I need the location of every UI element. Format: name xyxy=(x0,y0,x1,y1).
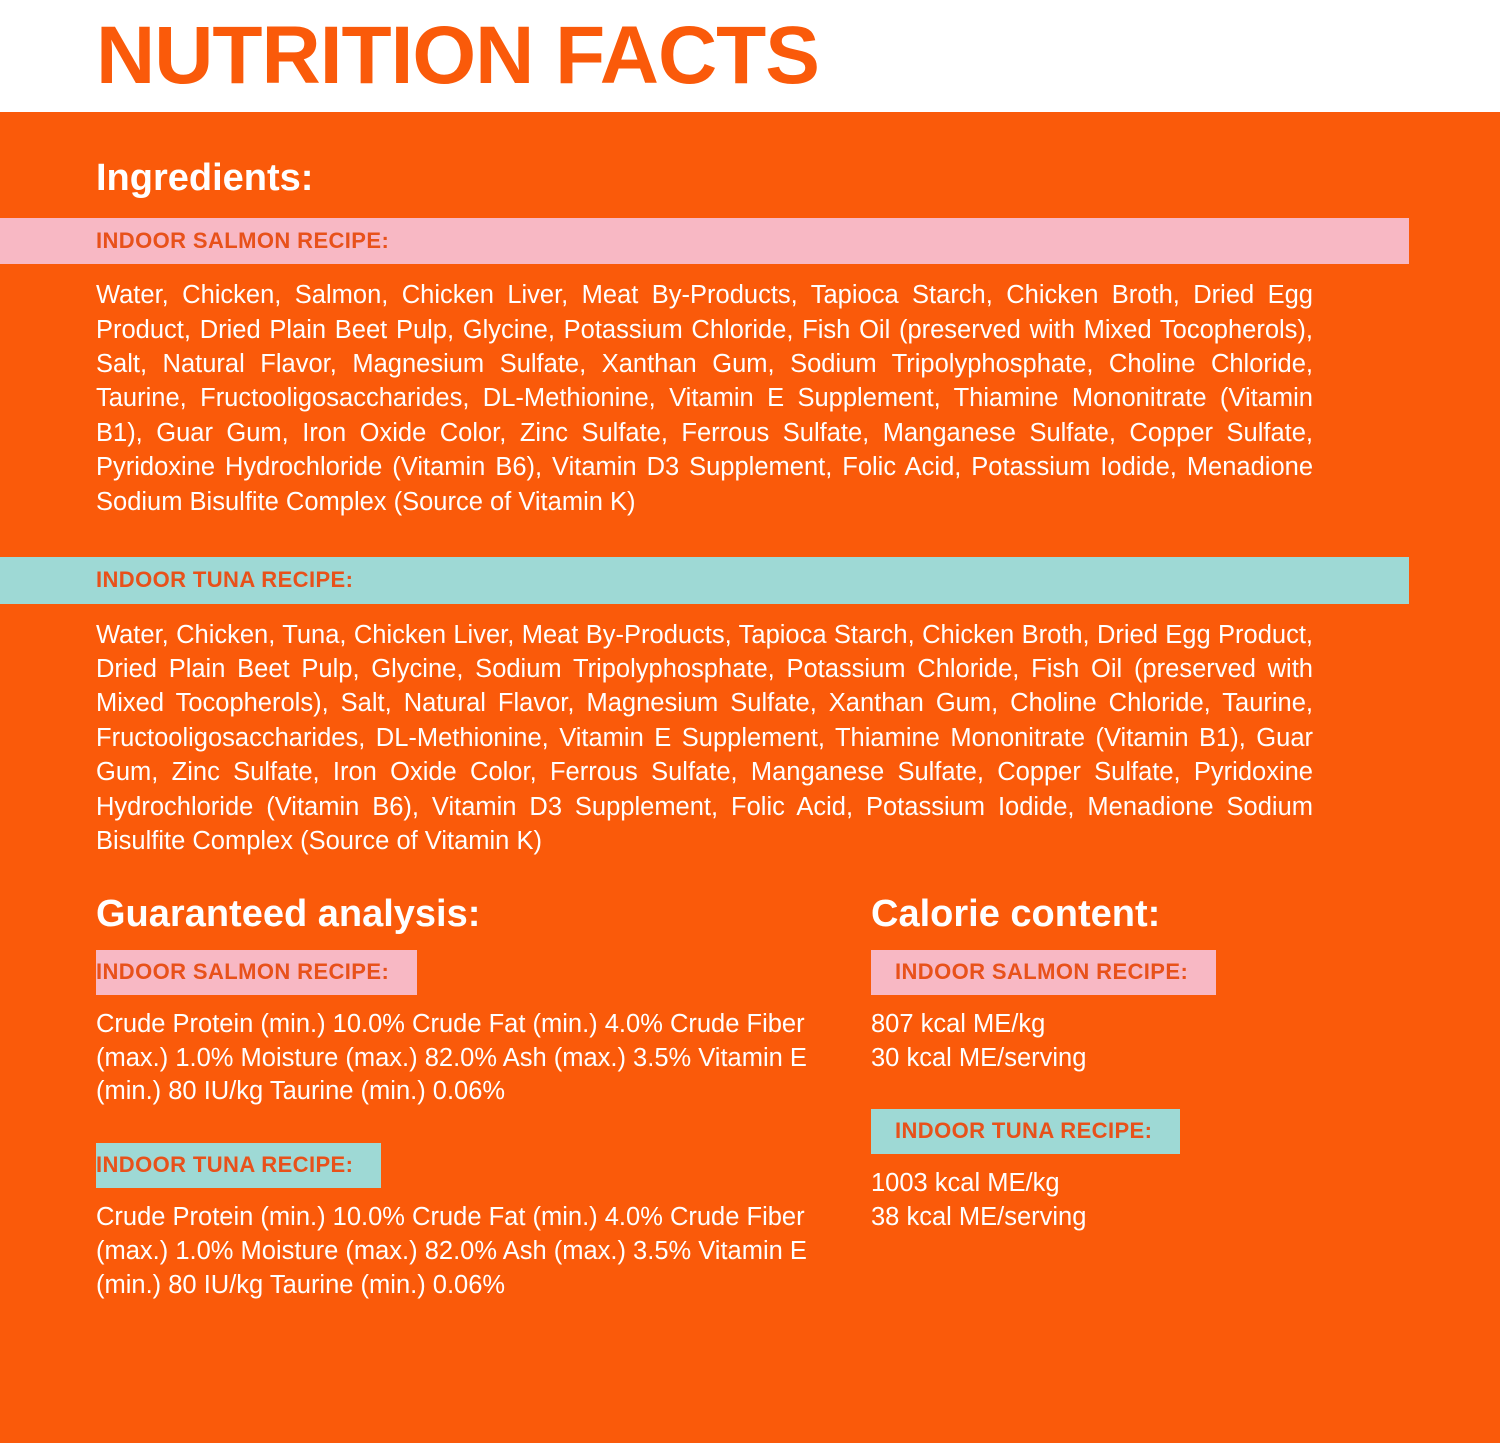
analysis-salmon-text: Crude Protein (min.) 10.0% Crude Fat (min.) 4.0% Crude Fiber (max.) 1.0% Moisture (max.) 82.0% Ash (max.) 3.5% Vitamin E (min.) 80 IU/kg Taurine (min.) 0.06% xyxy=(96,1009,807,1106)
guaranteed-analysis-heading: Guaranteed analysis: xyxy=(96,893,481,936)
calorie-tuna-text xyxy=(871,1154,1431,1235)
analysis-tuna-text: Crude Protein (min.) 10.0% Crude Fat (min.) 4.0% Crude Fiber (max.) 1.0% Moisture (max.) 82.0% Ash (max.) 3.5% Vitamin E (min.) 80 IU/kg Taurine (min.) 0.06% xyxy=(96,1202,807,1299)
analysis-salmon-band: INDOOR SALMON RECIPE: xyxy=(96,950,417,994)
calorie-tuna-band: INDOOR TUNA RECIPE: xyxy=(871,1109,1180,1153)
ingredients-tuna-text: Water, Chicken, Tuna, Chicken Liver, Meat By-Products, Tapioca Starch, Chicken Broth, Dried Egg Product, Dried Plain Beet Pulp, Glycine, Sodium Tripolyphosphate, Potassium Chloride, Fish Oil (preserved with Mixed Tocopherols), Salt, Natural Flavor, Magnesium Sulfate, Xanthan Gum, Choline Chloride, Taurine, Fructooligosaccharides, DL-Methionine, Vitamin E Supplement, Thiamine Mononitrate (Vitamin B1), Guar Gum, Zinc Sulfate, Iron Oxide Color, Ferrous Sulfate, Manganese Sulfate, Copper Sulfate, Pyridoxine Hydrochloride (Vitamin B6), Vitamin D3 Supplement, Folic Acid, Potassium Iodide, Menadione Sodium Bisulfite Complex (Source of Vitamin K) xyxy=(96,620,1313,856)
title-bar xyxy=(0,0,1500,112)
calorie-content-column xyxy=(871,894,1431,1302)
ingredients-tuna-band: INDOOR TUNA RECIPE: xyxy=(0,557,1409,603)
analysis-tuna-band: INDOOR TUNA RECIPE: xyxy=(96,1143,381,1187)
ingredients-heading: Ingredients: xyxy=(96,157,314,199)
calorie-tuna-kcal-serving: 38 kcal ME/serving xyxy=(871,1202,1087,1231)
calorie-content-heading: Calorie content: xyxy=(871,893,1161,936)
content-panel xyxy=(0,112,1500,1443)
ingredients-salmon-text: Water, Chicken, Salmon, Chicken Liver, Meat By-Products, Tapioca Starch, Chicken Broth, Dried Egg Product, Dried Plain Beet Pulp, Glycine, Potassium Chloride, Fish Oil (preserved with Mixed Tocopherols), Salt, Natural Flavor, Magnesium Sulfate, Xanthan Gum, Sodium Tripolyphosphate, Choline Chloride, Taurine, Fructooligosaccharides, DL-Methionine, Vitamin E Supplement, Thiamine Mononitrate (Vitamin B1), Guar Gum, Iron Oxide Color, Zinc Sulfate, Ferrous Sulfate, Manganese Sulfate, Copper Sulfate, Pyridoxine Hydrochloride (Vitamin B6), Vitamin D3 Supplement, Folic Acid, Potassium Iodide, Menadione Sodium Bisulfite Complex (Source of Vitamin K) xyxy=(96,281,1313,516)
calorie-salmon-text xyxy=(871,995,1431,1076)
lower-columns xyxy=(0,894,1500,1302)
ingredients-salmon-band: INDOOR SALMON RECIPE: xyxy=(0,218,1409,264)
calorie-salmon-band: INDOOR SALMON RECIPE: xyxy=(871,950,1216,994)
calorie-tuna-kcal-kg: 1003 kcal ME/kg xyxy=(871,1168,1060,1197)
calorie-salmon-kcal-kg: 807 kcal ME/kg xyxy=(871,1009,1046,1038)
page-title: NUTRITION FACTS xyxy=(96,10,819,101)
calorie-salmon-kcal-serving: 30 kcal ME/serving xyxy=(871,1043,1087,1072)
guaranteed-analysis-column xyxy=(96,894,871,1302)
